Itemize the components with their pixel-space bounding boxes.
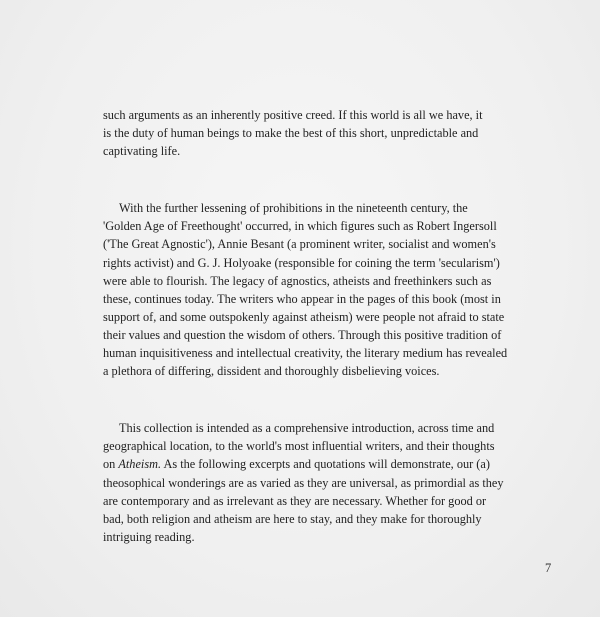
paragraph-3 (103, 419, 513, 546)
text-line: With the further lessening of prohibitions in the nineteenth century, the (119, 201, 468, 216)
paragraph-1 (103, 106, 513, 160)
text-line: are contemporary and as irrelevant as they are necessary. Whether for good or (103, 493, 487, 508)
page-number: 7 (545, 561, 552, 575)
text-line: ('The Great Agnostic'), Annie Besant (a prominent writer, socialist and women's (103, 237, 496, 252)
text-line: geographical location, to the world's most influential writers, and their thoughts (103, 439, 495, 454)
text-line: rights activist) and G. J. Holyoake (responsible for coining the term 'secularism') (103, 255, 500, 270)
text-line: support of, and some outspokenly against atheism) were people not afraid to state (103, 309, 505, 324)
text-line: a plethora of differing, dissident and thoroughly disbelieving voices. (103, 364, 440, 379)
text-run: on (103, 457, 119, 472)
paragraph-2 (103, 199, 513, 380)
text-line (103, 455, 513, 473)
text-line: bad, both religion and atheism are here to stay, and they make for thoroughly (103, 511, 482, 526)
text-line: their values and question the wisdom of others. Through this positive tradition of (103, 327, 502, 342)
text-line: human inquisitiveness and intellectual creativity, the literary medium has revealed (103, 346, 508, 361)
text-run: As the following excerpts and quotations will demonstrate, our (a) (161, 457, 490, 472)
text-line: This collection is intended as a comprehensive introduction, across time and (119, 421, 495, 436)
text-line: captivating life. (103, 144, 181, 159)
book-title-italic: Atheism. (118, 457, 162, 472)
text-line: is the duty of human beings to make the best of this short, unpredictable and (103, 126, 479, 141)
text-line: such arguments as an inherently positive creed. If this world is all we have, it (103, 108, 483, 122)
text-line: these, continues today. The writers who appear in the pages of this book (most in (103, 291, 501, 306)
body-text (103, 106, 513, 546)
text-line: were able to flourish. The legacy of agnostics, atheists and freethinkers such as (103, 273, 492, 288)
text-line: 'Golden Age of Freethought' occurred, in which figures such as Robert Ingersoll (103, 219, 497, 234)
text-line: intriguing reading. (103, 529, 195, 544)
text-line: theosophical wonderings are as varied as they are universal, as primordial as they (103, 475, 504, 490)
